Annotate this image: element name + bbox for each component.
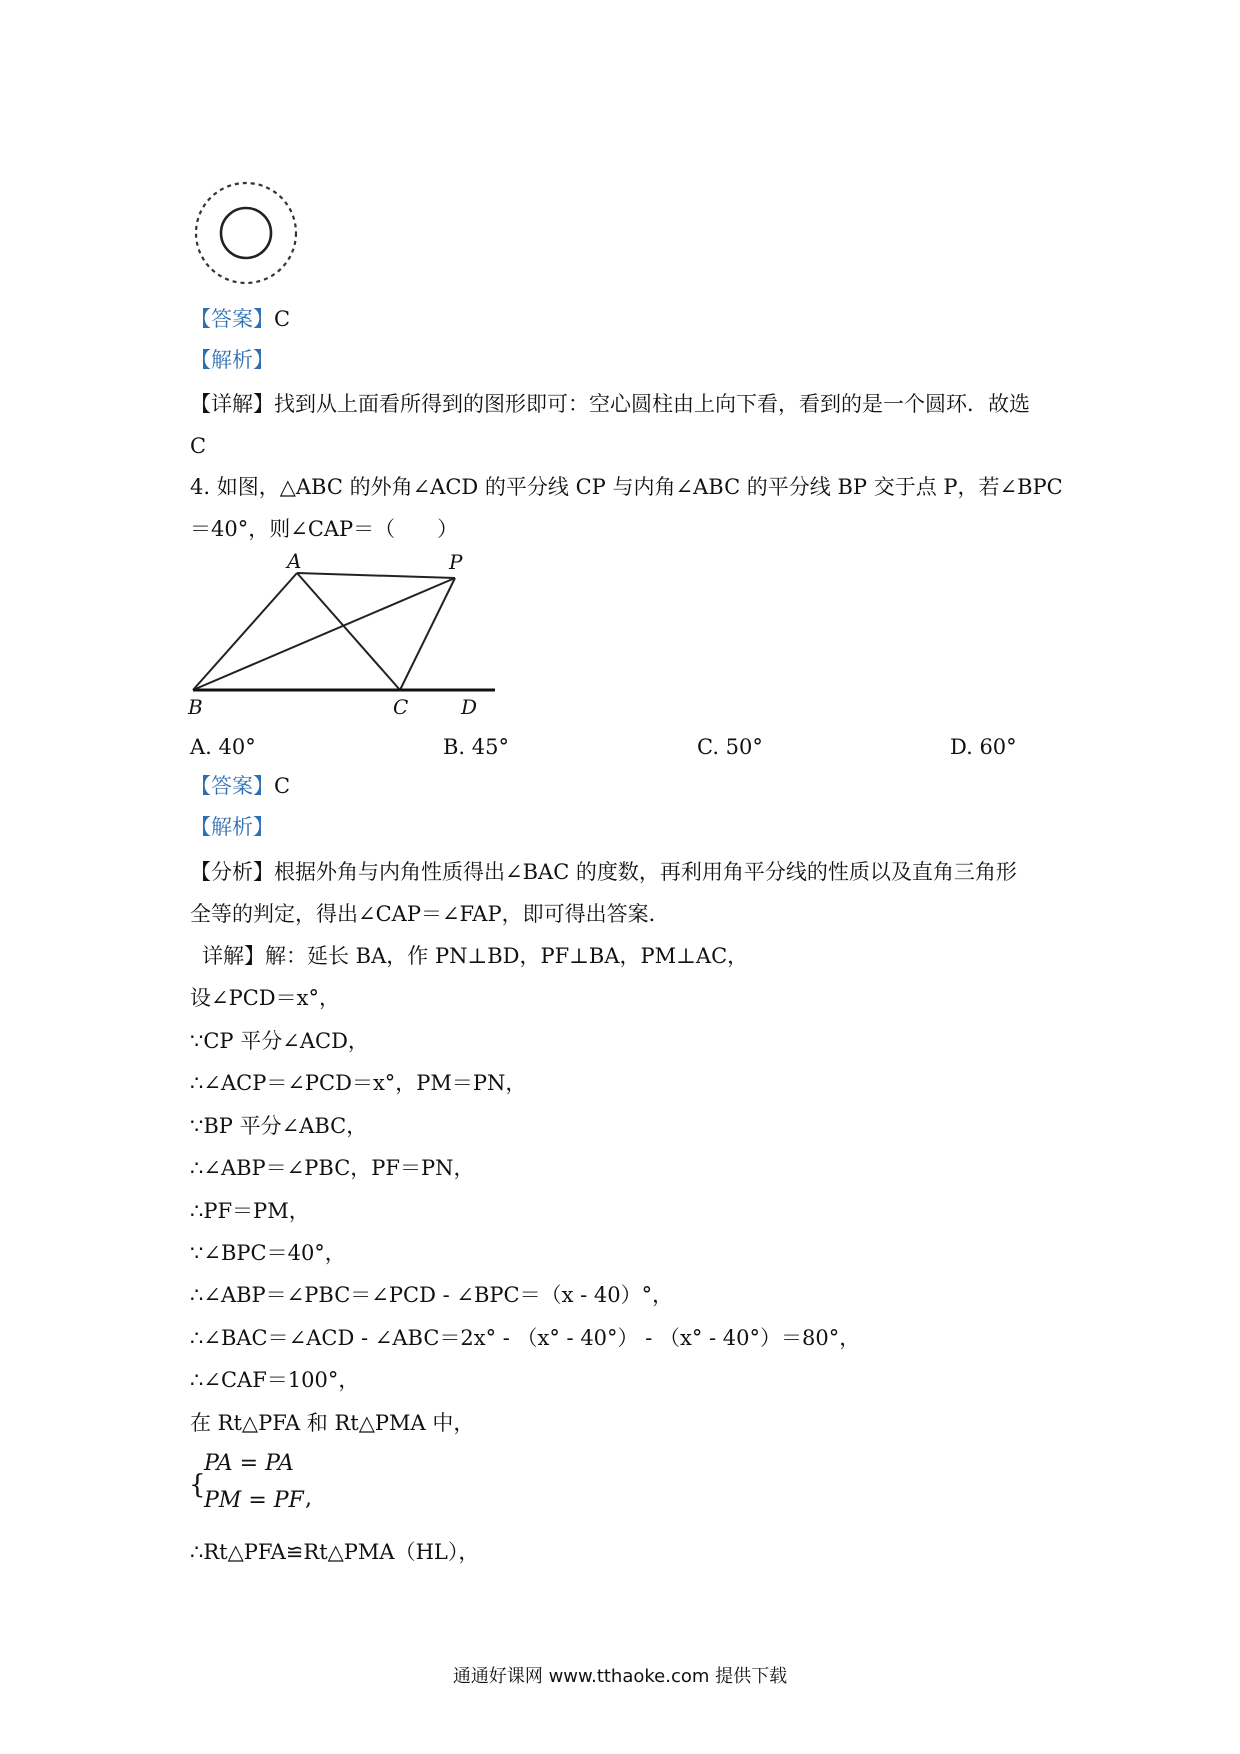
solution-line-6: ∴PF＝PM， [190,1199,310,1223]
option-c: C. 50° [697,735,763,759]
fenxi-cont: 全等的判定，得出∠CAP＝∠FAP，即可得出答案． [190,902,670,926]
solution-line-8: ∴∠ABP＝∠PBC＝∠PCD - ∠BPC＝（x - 40）°， [190,1283,674,1307]
solution-line-3: ∴∠ACP＝∠PCD＝x°，PM＝PN， [190,1071,527,1095]
label-B: B [188,695,203,719]
solution-line-7: ∵∠BPC＝40°， [190,1241,346,1265]
label-C: C [393,695,409,719]
answer-value: C [274,307,291,331]
fenxi-tag: 【分析】 [190,860,274,884]
outer-dashed-circle [196,183,296,283]
label-P: P [449,550,463,574]
fenxi-line [190,858,1017,886]
system-row-2: PM = PF [204,1488,304,1513]
answer-value-2: C [274,774,291,798]
fenxi-text: 根据外角与内角性质得出∠BAC 的度数，再利用角平分线的性质以及直角三角形 [274,860,1017,884]
analysis-line-1 [190,346,274,374]
ring-figure [190,178,310,288]
detail-text: 找到从上面看所得到的图形即可：空心圆柱由上向下看，看到的是一个圆环．故选 [274,392,1030,416]
segment-AC [297,573,400,690]
system-brace: { [189,1470,206,1500]
page-footer: 通通好课网 www.tthaoke.com 提供下载 [452,1666,788,1687]
system-row-1: PA = PA [204,1451,294,1476]
solution-line-10: ∴∠CAF＝100°， [190,1368,360,1392]
detail-line-1 [190,390,1030,418]
option-a: A. 40° [190,735,256,759]
analysis-tag: 【解析】 [190,348,274,372]
detail-tag: 【详解】 [190,392,274,416]
answer-line-2 [190,772,290,800]
segment-AP [297,573,455,578]
answer-tag-2: 【答案】 [190,774,274,798]
question-4-line-1: 4. 如图，△ABC 的外角∠ACD 的平分线 CP 与内角∠ABC 的平分线 BP 交于点 P，若∠BPC [190,475,1063,499]
analysis-line-2 [190,813,274,841]
segment-BP [193,578,455,690]
conclusion-line: ∴Rt△PFA≌Rt△PMA（HL）， [190,1540,480,1564]
solution-line-11: 在 Rt△PFA 和 Rt△PMA 中， [190,1411,475,1435]
solution-line-2: ∵CP 平分∠ACD， [190,1029,369,1053]
solution-line-5: ∴∠ABP＝∠PBC，PF＝PN， [190,1156,475,1180]
label-D: D [461,695,478,719]
solution-line-4: ∵BP 平分∠ABC， [190,1114,368,1138]
option-d: D. 60° [950,735,1017,759]
detail-cont: C [190,434,207,458]
solution-line-0: 详解】解：延长 BA，作 PN⊥BD，PF⊥BA，PM⊥AC， [202,944,749,968]
option-b: B. 45° [443,735,510,759]
system-tail: , [305,1486,312,1511]
segment-CP [400,578,455,690]
question-4-line-2: ＝40°，则∠CAP＝（ ） [190,517,459,541]
answer-tag: 【答案】 [190,307,274,331]
label-A: A [287,550,302,573]
inner-circle [221,208,271,258]
analysis-tag-2: 【解析】 [190,815,274,839]
solution-line-1: 设∠PCD＝x°， [190,986,340,1010]
geometry-figure [185,550,505,720]
solution-line-9: ∴∠BAC＝∠ACD - ∠ABC＝2x° - （x° - 40°） - （x° - 40°）＝80°， [190,1326,861,1350]
segment-BA [193,573,297,690]
answer-line-1 [190,305,290,333]
